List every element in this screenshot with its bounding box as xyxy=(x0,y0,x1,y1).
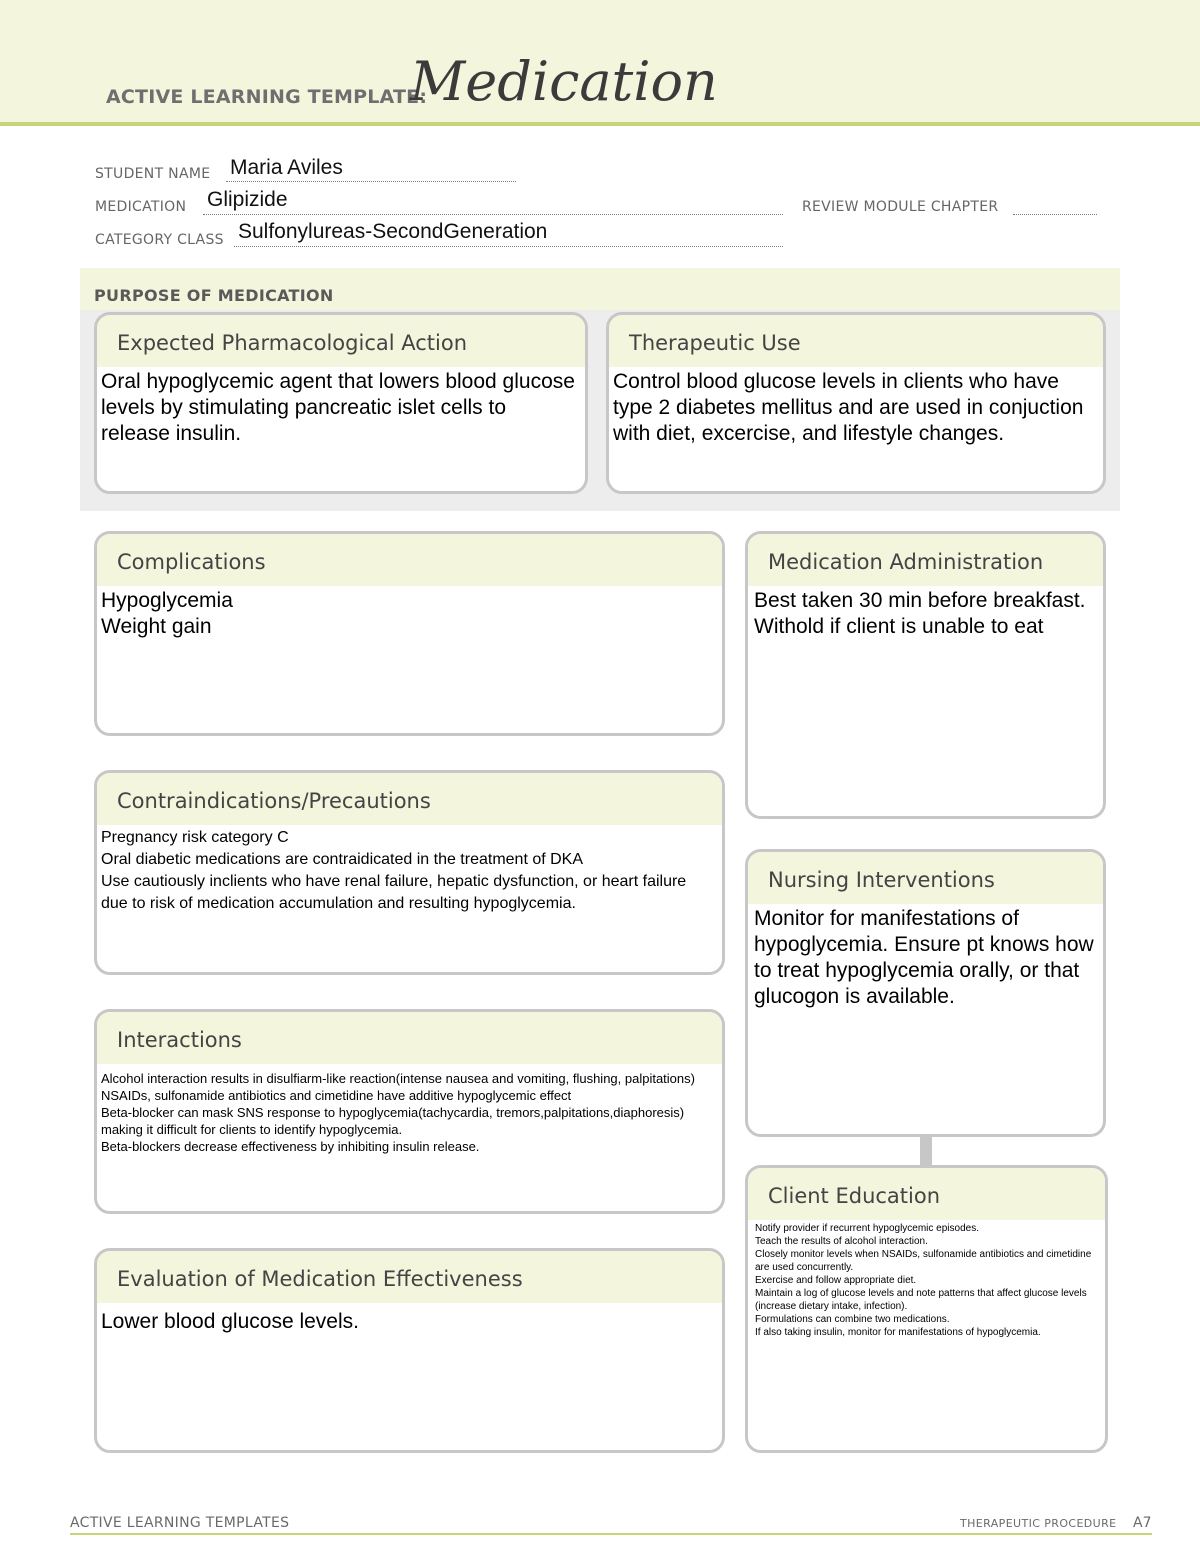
administration-card xyxy=(745,531,1106,819)
medication-field[interactable]: Glipizide xyxy=(207,188,288,211)
purpose-label: PURPOSE OF MEDICATION xyxy=(94,286,334,305)
student-name-line xyxy=(226,180,516,182)
expected-action-title: Expected Pharmacological Action xyxy=(117,331,468,355)
header-rule xyxy=(0,122,1200,126)
review-module-chapter-line xyxy=(1013,213,1097,215)
nursing-interventions-title: Nursing Interventions xyxy=(768,868,995,892)
interactions-title: Interactions xyxy=(117,1028,242,1052)
category-class-field[interactable]: Sulfonylureas-SecondGeneration xyxy=(238,220,548,243)
expected-action-text[interactable]: Oral hypoglycemic agent that lowers blood glucose levels by stimulating pancreatic islet cells to release insulin. xyxy=(101,370,575,445)
header-kicker: ACTIVE LEARNING TEMPLATE: xyxy=(106,86,428,108)
student-name-field[interactable]: Maria Aviles xyxy=(230,156,343,179)
footer-right: THERAPEUTIC PROCEDURE xyxy=(960,1517,1117,1530)
medication-label: MEDICATION xyxy=(95,199,187,215)
client-education-card xyxy=(745,1165,1108,1453)
category-class-line xyxy=(234,245,783,247)
complications-text[interactable]: Hypoglycemia Weight gain xyxy=(101,589,233,638)
footer-left: ACTIVE LEARNING TEMPLATES xyxy=(70,1515,290,1531)
nursing-interventions-text[interactable]: Monitor for manifestations of hypoglycemia. Ensure pt knows how to treat hypoglycemia orally, or that glucogon is available. xyxy=(754,907,1094,1008)
page-number: A7 xyxy=(1133,1515,1152,1531)
student-name-label: STUDENT NAME xyxy=(95,166,211,182)
nursing-interventions-card xyxy=(745,849,1106,1137)
client-education-title: Client Education xyxy=(768,1184,941,1208)
evaluation-title: Evaluation of Medication Effectiveness xyxy=(117,1267,523,1291)
contraindications-card xyxy=(94,770,725,975)
client-education-text[interactable]: Notify provider if recurrent hypoglycemic episodes. Teach the results of alcohol interaction. Closely monitor levels when NSAIDs, sulfonamide antibiotics and cimetidine are used concurrently. Exercise and follow appropriate diet. Maintain a log of glucose levels and note patterns that affect glucose levels (increase dietary intake, infection). Formulations can combine two medications. If also taking insulin, monitor for manifestations of hypoglycemia. xyxy=(755,1223,1092,1338)
footer-rule xyxy=(70,1533,1152,1535)
evaluation-text[interactable]: Lower blood glucose levels. xyxy=(101,1310,359,1333)
medication-line xyxy=(203,213,783,215)
therapeutic-use-title: Therapeutic Use xyxy=(629,331,801,355)
page-title: Medication xyxy=(410,50,718,113)
evaluation-card xyxy=(94,1248,725,1453)
therapeutic-use-text[interactable]: Control blood glucose levels in clients who have type 2 diabetes mellitus and are used in conjuction with diet, excercise, and lifestyle changes. xyxy=(613,370,1084,445)
administration-title: Medication Administration xyxy=(768,550,1044,574)
administration-text[interactable]: Best taken 30 min before breakfast. Withold if client is unable to eat xyxy=(754,589,1086,638)
complications-card xyxy=(94,531,725,736)
therapeutic-use-card xyxy=(606,312,1106,494)
interactions-text[interactable]: Alcohol interaction results in disulfiarm-like reaction(intense nausea and vomiting, flushing, palpitations) NSAIDs, sulfonamide antibiotics and cimetidine have additive hypoglycemic effect Beta-blocker can mask SNS response to hypoglycemia(tachycardia, tremors,palpitations,diaphoresis) making it difficult for clients to identify hypoglycemia. Beta-blockers decrease effectiveness by inhibiting insulin release. xyxy=(101,1071,695,1154)
expected-action-card xyxy=(94,312,588,494)
category-class-label: CATEGORY CLASS xyxy=(95,232,224,248)
complications-title: Complications xyxy=(117,550,266,574)
connector-bar xyxy=(920,1134,932,1166)
contraindications-text[interactable]: Pregnancy risk category C Oral diabetic medications are contraidicated in the treatment of DKA Use cautiously inclients who have renal failure, hepatic dysfunction, or heart failure due to risk of medication accumulation and resulting hypoglycemia. xyxy=(101,829,687,912)
review-module-chapter-label: REVIEW MODULE CHAPTER xyxy=(802,199,999,215)
contraindications-title: Contraindications/Precautions xyxy=(117,789,431,813)
interactions-card xyxy=(94,1009,725,1214)
